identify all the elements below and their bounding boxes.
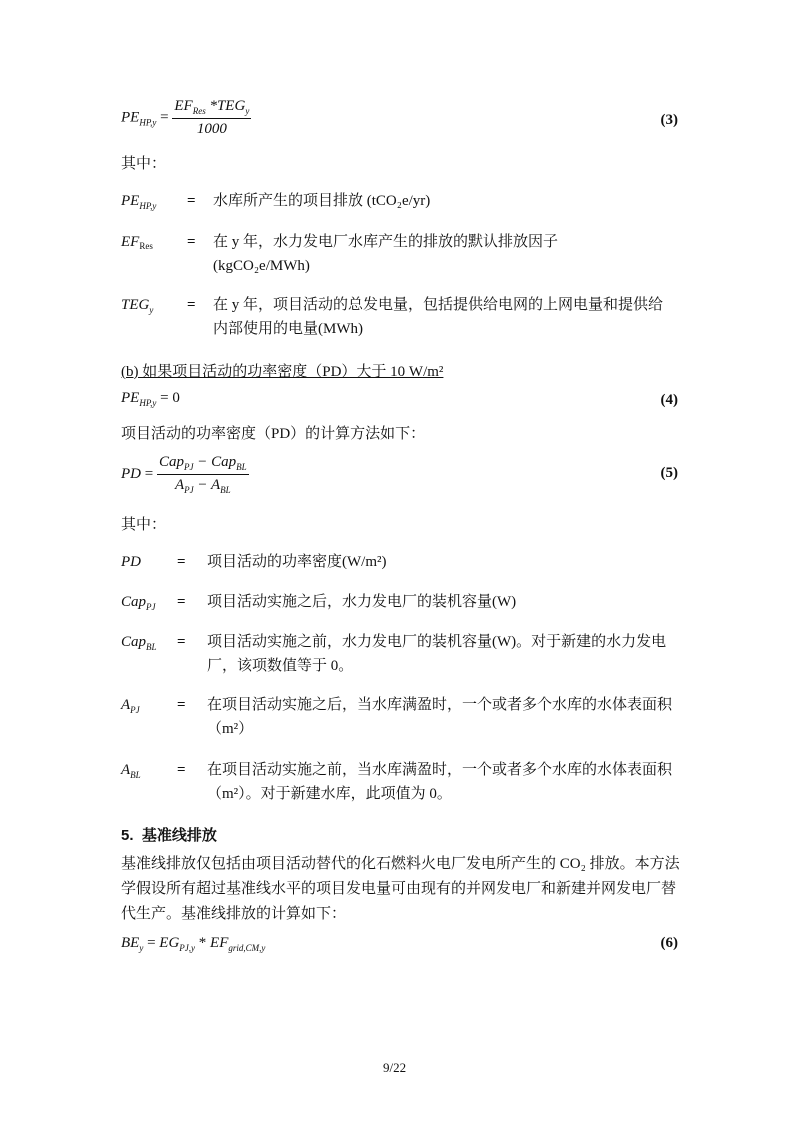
def-teg-desc: 在 y 年，项目活动的总发电量，包括提供给电网的上网电量和提供给内部使用的电量(MWh) — [213, 297, 664, 337]
def-cappj-desc: 项目活动实施之后，水力发电厂的装机容量(W) — [207, 594, 517, 610]
def-teg-symbol: $TEG_y$ — [121, 297, 154, 315]
def-capbl-desc: 项目活动实施之前，水力发电厂的装机容量(W)。对于新建的水力发电厂，该项数值等于 0。 — [207, 634, 667, 674]
equation-6-number: (6) — [660, 935, 678, 951]
def-pe-equals: = — [187, 193, 196, 209]
where-label-1: 其中： — [121, 156, 167, 172]
def-pe-desc: 水库所产生的项目排放 (tCO₂e/yr) — [213, 193, 431, 209]
def-pe-symbol: $PE_{HP,y}$ — [121, 193, 157, 211]
def-capbl-symbol: Cap$_{BL}$ — [121, 634, 157, 652]
def-cappj-equals: = — [177, 594, 186, 610]
def-capbl-equals: = — [177, 634, 186, 650]
case-b-heading: (b) 如果项目活动的功率密度（PD）大于 10 W/m² — [121, 364, 444, 380]
section-5-heading — [121, 824, 217, 845]
section-5-number: 5. — [121, 827, 134, 844]
equation-3: $PE_{HP,y}$ = $\frac{EF_{Res} *TEG_y}{1000}$ — [121, 98, 250, 137]
section-5-title: 基准线排放 — [141, 827, 217, 844]
def-cappj-symbol: Cap$_{PJ}$ — [121, 594, 156, 612]
def-abl-symbol: $A_{BL}$ — [121, 762, 141, 780]
def-efres-desc: 在 y 年，水力发电厂水库产生的排放的默认排放因子 (kgCO₂e/MWh) — [213, 234, 559, 274]
def-apj-equals: = — [177, 697, 186, 713]
section-5-body: 基准线排放仅包括由项目活动替代的化石燃料火电厂发电所产生的 CO₂ 排放。本方法学假设所有超过基准线水平的项目发电量可由现有的并网发电厂和新建并网发电厂替代生产。基准线排放的计算如下： — [121, 856, 680, 922]
def-pd-equals: = — [177, 554, 186, 570]
page-number: 9/22 — [383, 1060, 407, 1075]
def-apj-desc: 在项目活动实施之后，当水库满盈时，一个或者多个水库的水体表面积（m²） — [207, 697, 673, 737]
equation-4-number: (4) — [660, 392, 678, 408]
def-teg-equals: = — [187, 297, 196, 313]
where-label-2: 其中： — [121, 517, 167, 533]
pd-intro: 项目活动的功率密度（PD）的计算方法如下： — [121, 426, 426, 442]
equation-5-number: (5) — [660, 465, 678, 481]
equation-3-number: (3) — [660, 112, 678, 128]
equation-4: $PE_{HP,y} = 0$ — [121, 390, 180, 408]
equation-4-rhs: = 0 — [160, 390, 180, 406]
def-pd-symbol: PD — [121, 554, 141, 570]
def-efres-symbol: $EF_{Res}$ — [121, 234, 153, 251]
def-pd-desc: 项目活动的功率密度(W/m²) — [207, 554, 387, 570]
def-apj-symbol: $A_{PJ}$ — [121, 697, 140, 715]
equation-5: PD = $\frac{Cap_{PJ} - Cap_{BL}}{A_{PJ} - A_{BL}}$ — [121, 454, 247, 495]
def-abl-desc: 在项目活动实施之前，当水库满盈时，一个或者多个水库的水体表面积（m²）。对于新建水库，此项值为 0。 — [207, 762, 673, 802]
def-efres-equals: = — [187, 234, 196, 250]
def-abl-equals: = — [177, 762, 186, 778]
equation-6: $BE_y = EG_{PJ,y} * EF_{grid,CM,y}$ — [121, 935, 266, 953]
